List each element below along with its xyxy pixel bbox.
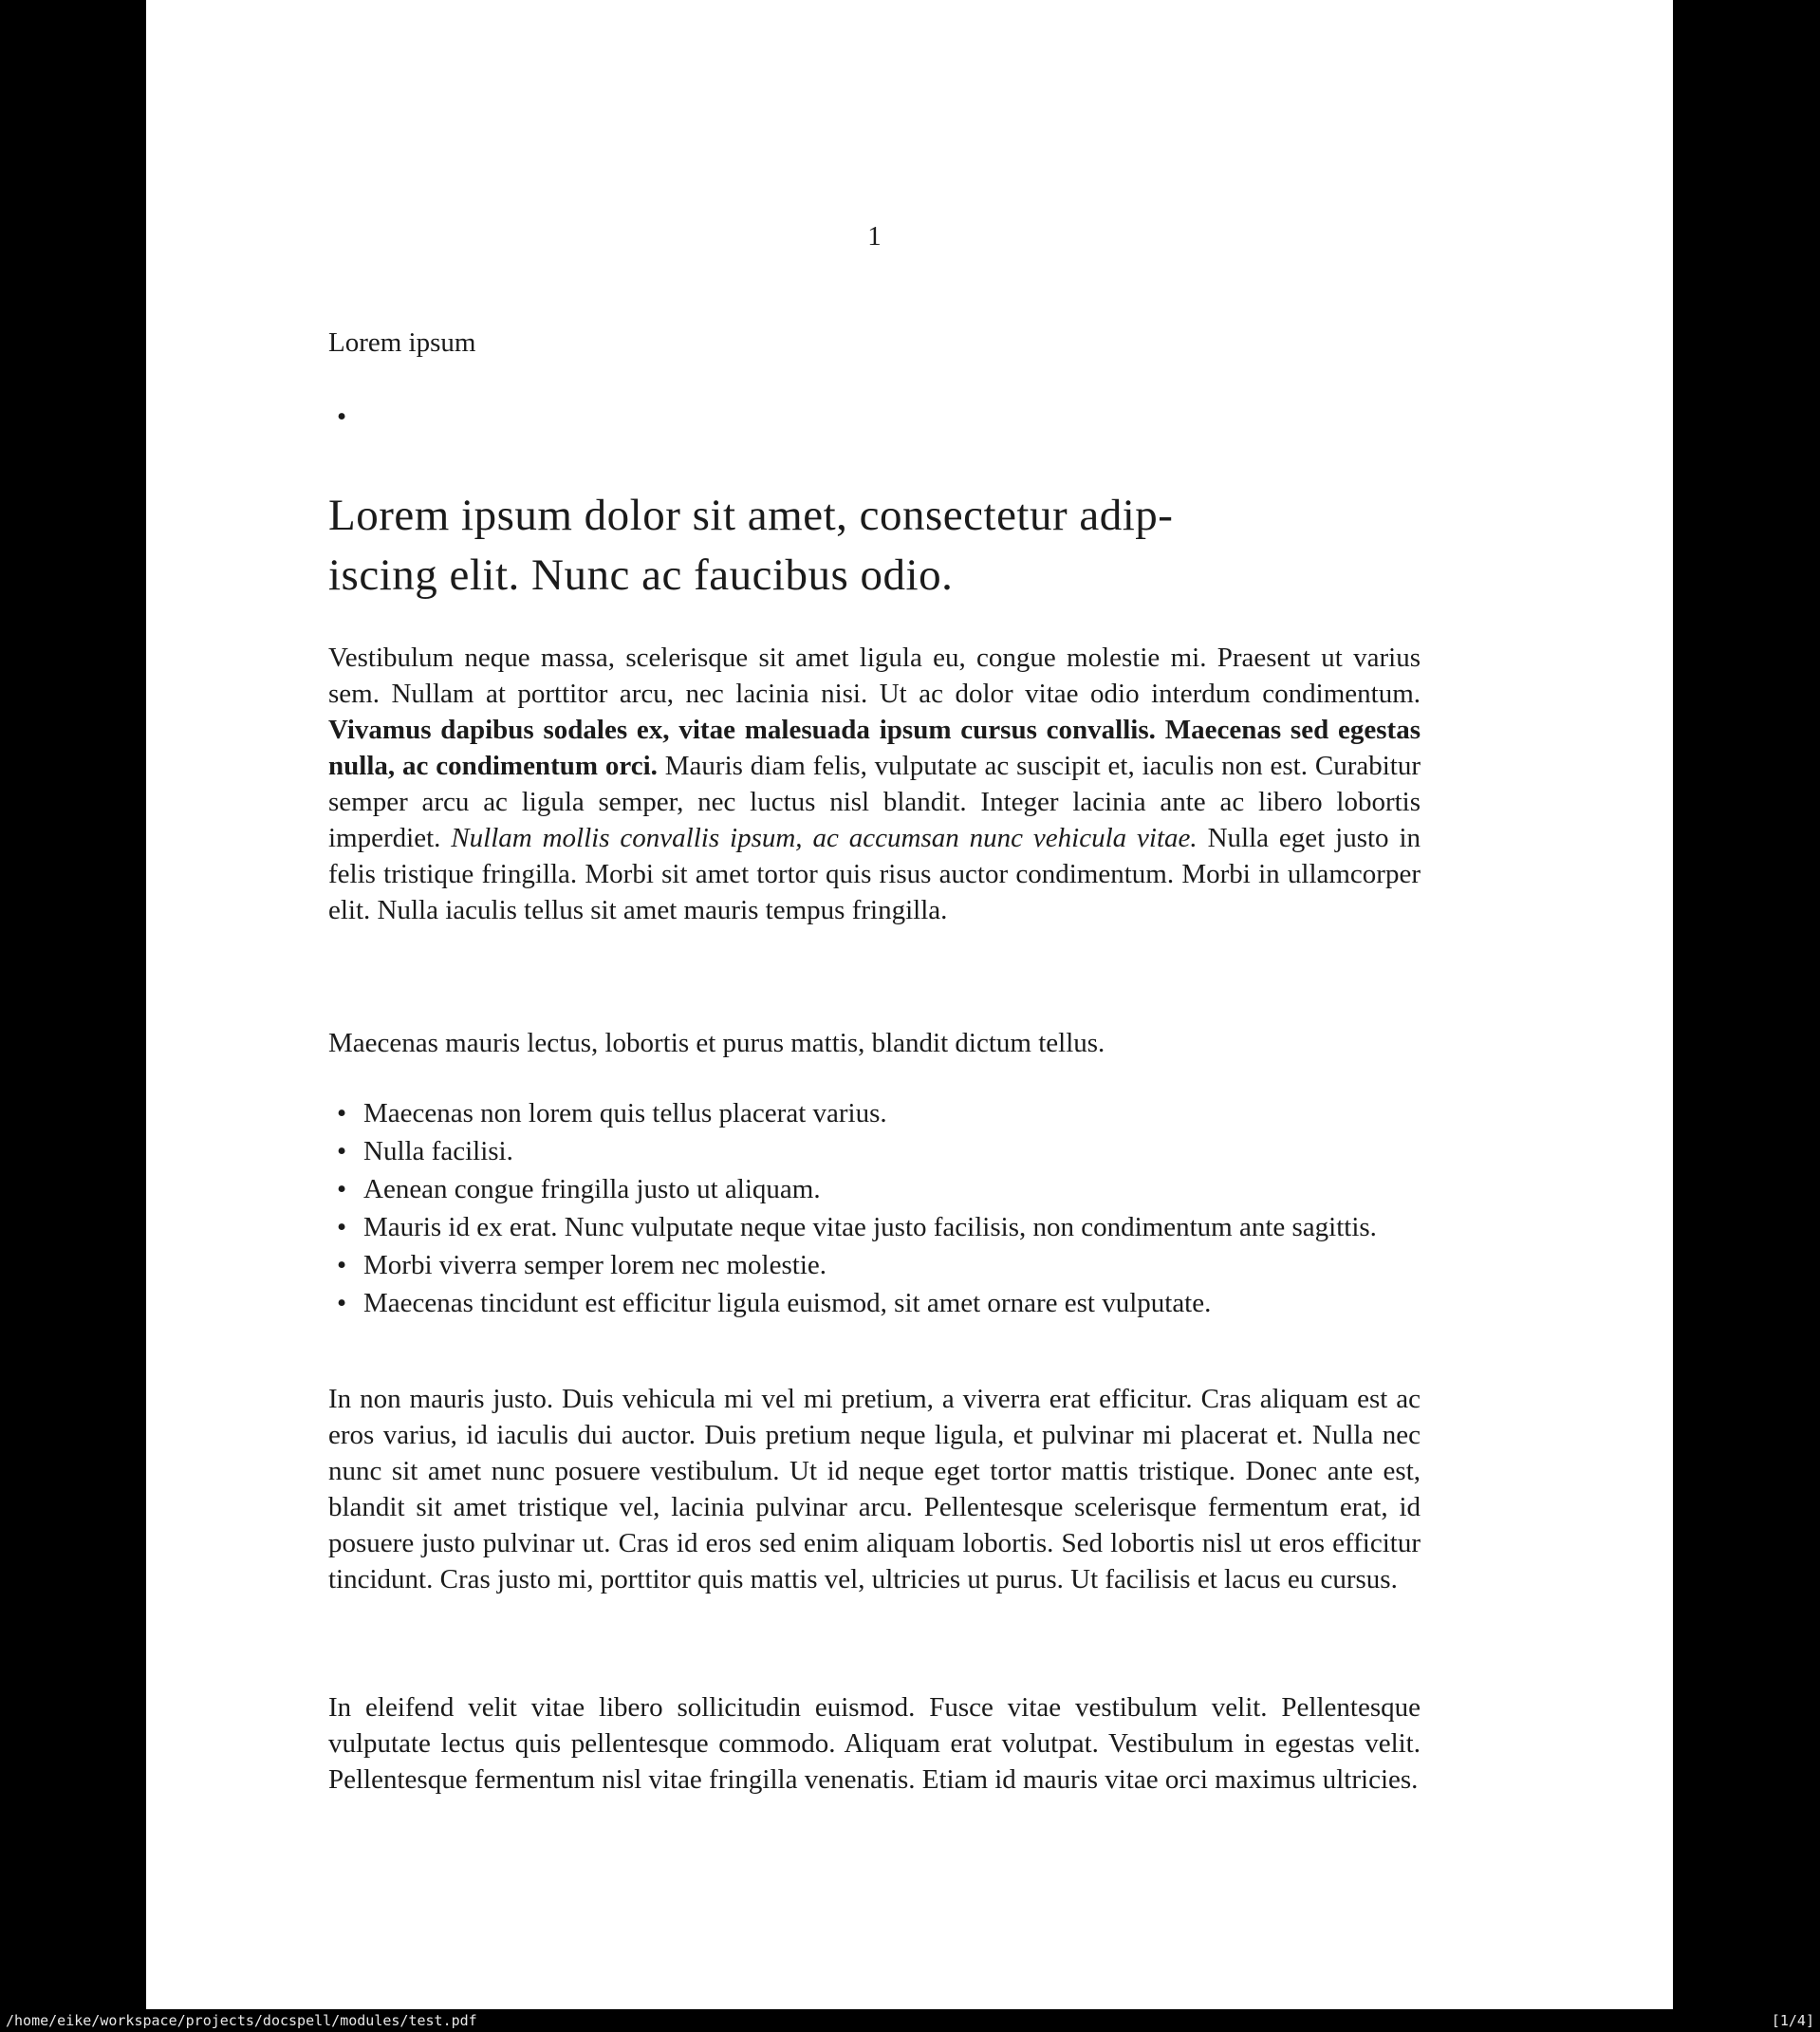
text-segment-normal: Vestibulum neque massa, scelerisque sit amet ligula eu, congue molestie mi. Praesent ut varius sem. Nullam at porttitor arcu, nec lacinia nisi. Ut ac dolor vitae odio interdum condimentum. [328,643,1421,709]
list-item [328,1209,1421,1245]
page-indicator: [1/4] [1771,2012,1814,2029]
text-segment-italic: Nullam mollis convallis ipsum, ac accumsan nunc vehicula vitae. [451,823,1198,853]
paragraph [328,1381,1421,1597]
list-item-text: Maecenas non lorem quis tellus placerat varius. [363,1098,887,1128]
empty-bullet-list [328,399,1421,435]
list-item [328,1095,1421,1131]
list-item-text: Aenean congue fringilla justo ut aliquam. [363,1174,821,1204]
bullet-icon: • [337,1098,347,1128]
file-path-status: /home/eike/workspace/projects/docspell/modules/test.pdf [6,2012,477,2029]
text-segment-bold: Vivamus dapibus sodales ex, vitae malesuada ipsum cursus convallis. Maecenas sed egestas nulla, ac condimentum orci. [328,715,1421,781]
list-item-text: Mauris id ex erat. Nunc vulputate neque vitae justo facilisis, non condimentum ante sagittis. [363,1212,1377,1242]
bullet-icon: • [337,401,347,432]
paragraph [328,1689,1421,1798]
bullet-icon: • [337,1212,347,1242]
heading-line: iscing elit. Nunc ac faucibus odio. [328,550,954,600]
text-segment-normal: Mauris diam felis, vulputate ac suscipit et, iaculis non est. Curabitur semper arcu ac ligula semper, nec luctus nisl blandit. Integer lacinia ante ac libero lobortis imperdiet. [328,751,1421,853]
text-segment-normal: In non mauris justo. Duis vehicula mi vel mi pretium, a viverra erat efficitur. Cras aliquam est ac eros varius, id iaculis dui auctor. Duis pretium neque ligula, et pulvinar mi placerat et. Nulla nec nunc sit amet nunc posuere vestibulum. Ut id neque eget tortor mattis tristique. Donec ante est, blandit sit amet tristique vel, lacinia pulvinar arcu. Pellentesque scelerisque fermentum erat, id posuere justo pulvinar ut. Cras id eros sed enim aliquam lobortis. Sed lobortis nisl ut eros efficitur tincidunt. Cras justo mi, porttitor quis mattis vel, ultricies ut purus. Ut facilisis et lacus eu cursus. [328,1384,1421,1594]
list-item [328,1285,1421,1321]
page-number: 1 [867,221,882,252]
bullet-icon: • [337,1288,347,1318]
list-item [328,1247,1421,1283]
bullet-icon: • [337,1174,347,1204]
document-page[interactable] [146,0,1673,2009]
text-segment-normal: Nulla eget justo in felis tristique fringilla. Morbi sit amet tortor quis risus auctor condimentum. Morbi in ullamcorper elit. Nulla iaculis tellus sit amet mauris tempus fringilla. [328,823,1421,925]
empty-list-item [328,399,1421,435]
document-heading [328,486,1421,606]
list-item-text: Nulla facilisi. [363,1136,513,1166]
text-segment-normal: Maecenas mauris lectus, lobortis et purus mattis, blandit dictum tellus. [328,1028,1105,1058]
bullet-list [328,1095,1421,1323]
list-item [328,1133,1421,1169]
bullet-icon: • [337,1250,347,1280]
bullet-icon: • [337,1136,347,1166]
list-item-text: Maecenas tincidunt est efficitur ligula euismod, sit amet ornare est vulputate. [363,1288,1212,1318]
paragraph [328,1025,1421,1061]
status-bar [0,2009,1820,2032]
list-item [328,1171,1421,1207]
list-item-text: Morbi viverra semper lorem nec molestie. [363,1250,827,1280]
heading-line: Lorem ipsum dolor sit amet, consectetur adip- [328,491,1174,540]
text-segment-normal: In eleifend velit vitae libero sollicitudin euismod. Fusce vitae vestibulum velit. Pellentesque vulputate lectus quis pellentesque commodo. Aliquam erat volutpat. Vestibulum in egestas velit. Pellentesque fermentum nisl vitae fringilla venenatis. Etiam id mauris vitae orci maximus ultricies. [328,1692,1421,1795]
page-content [328,0,1421,2009]
paragraph [328,640,1421,928]
intro-text: Lorem ipsum [328,327,476,358]
